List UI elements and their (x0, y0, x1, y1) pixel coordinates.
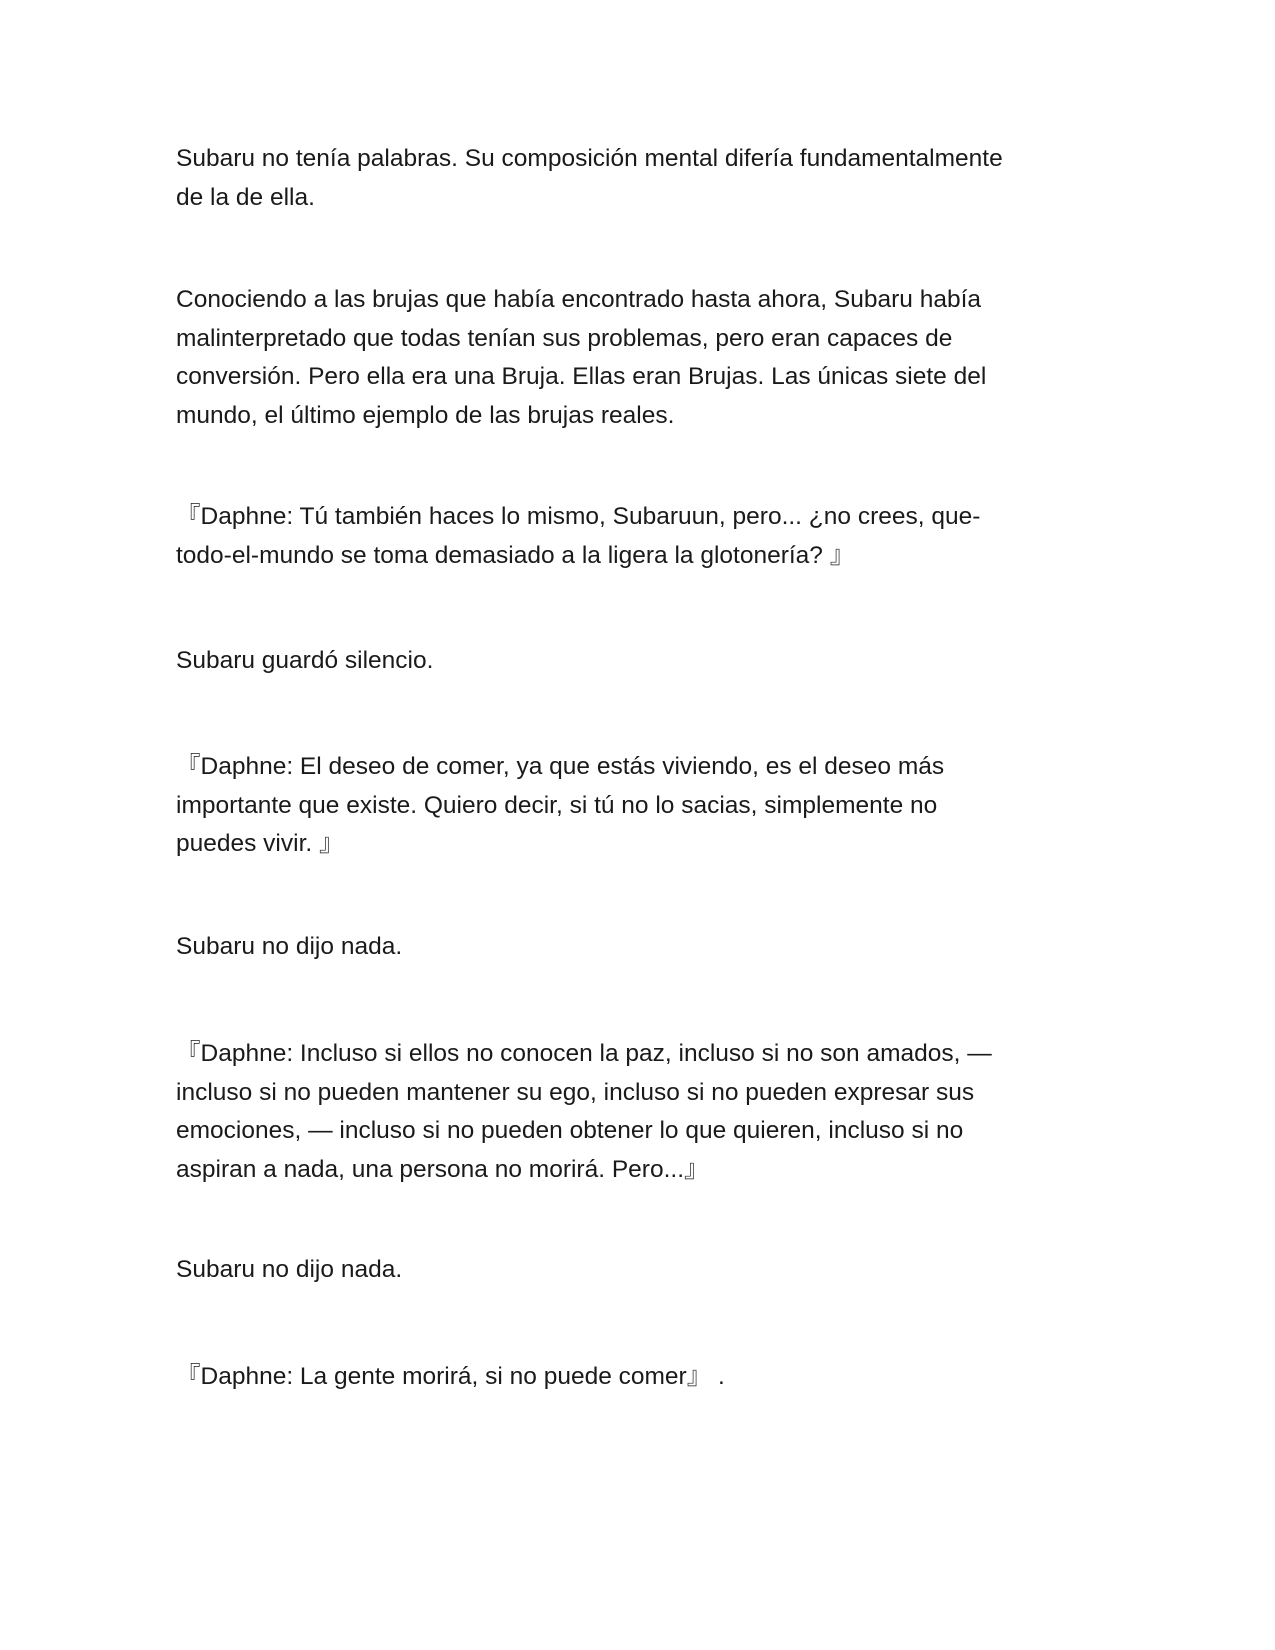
text-line: emociones, — incluso si no pueden obtener lo que quieren, incluso si no (176, 1117, 964, 1144)
paragraph-7 (176, 1035, 1086, 1189)
text-line: incluso si no pueden mantener su ego, incluso si no pueden expresar sus (176, 1078, 975, 1106)
text-line: Subaru no tenía palabras. Su composición mental difería fundamentalmente (176, 145, 1003, 172)
text-line: 『Daphne: Incluso si ellos no conocen la paz, incluso si no son amados, — (176, 1040, 992, 1067)
paragraph-8 (176, 1251, 1086, 1290)
text-line: puedes vivir. 』 (176, 830, 344, 857)
text-line: de la de ella. (176, 183, 315, 211)
paragraph-1 (176, 140, 1086, 217)
text-line: Subaru no dijo nada. (176, 1256, 403, 1283)
paragraph-2 (176, 281, 1086, 435)
paragraph-3 (176, 498, 1086, 575)
text-line: 『Daphne: El deseo de comer, ya que estás viviendo, es el deseo más (176, 753, 945, 780)
text-line: importante que existe. Quiero decir, si tú no lo sacias, simplemente no (176, 791, 938, 819)
text-line: malinterpretado que todas tenían sus problemas, pero eran capaces de (176, 324, 953, 352)
paragraph-6 (176, 928, 1086, 967)
paragraph-5 (176, 748, 1086, 864)
text-line: Conociendo a las brujas que había encontrado hasta ahora, Subaru había (176, 286, 982, 313)
paragraph-4 (176, 642, 1086, 681)
text-line: 『Daphne: La gente morirá, si no puede comer』 . (176, 1363, 725, 1390)
text-line: todo-el-mundo se toma demasiado a la ligera la glotonería? 』 (176, 541, 855, 569)
text-line: Subaru no dijo nada. (176, 933, 403, 960)
paragraph-9 (176, 1358, 1086, 1397)
text-line: mundo, el último ejemplo de las brujas reales. (176, 401, 675, 429)
text-line: conversión. Pero ella era una Bruja. Ellas eran Brujas. Las únicas siete del (176, 363, 987, 390)
text-line: 『Daphne: Tú también haces lo mismo, Subaruun, pero... ¿no crees, que- (176, 503, 981, 530)
text-line: aspiran a nada, una persona no morirá. Pero...』 (176, 1155, 709, 1183)
text-line: Subaru guardó silencio. (176, 647, 434, 674)
